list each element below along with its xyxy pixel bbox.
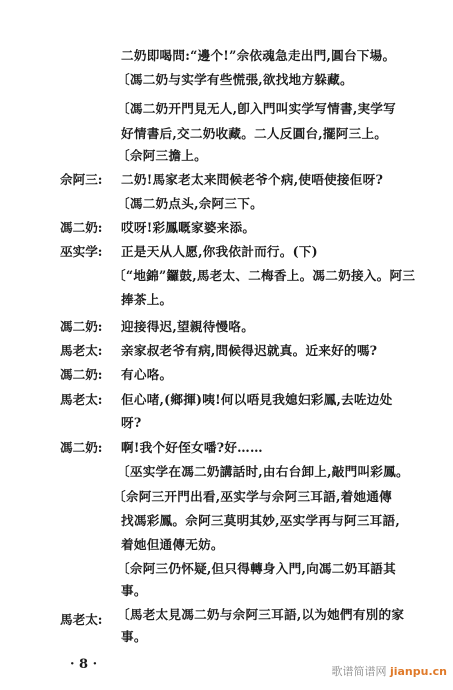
speaker-label: 巫实学: (60, 244, 103, 259)
stage-direction-line: 〔巫实学在馮二奶講話时,由右台卸上,敲門叫彩鳳。 (117, 464, 409, 479)
stage-direction-line: 〔佘阿三擔上。 (117, 148, 207, 163)
watermark-site: 歌谱简谱网 (331, 665, 387, 678)
speaker-label: 馬老太: (60, 392, 103, 407)
dialogue-line: 呀? (121, 415, 142, 430)
speaker-label: 馮二奶: (60, 220, 103, 235)
dialogue-line: 迎接得迟,望親待慢咯。 (121, 319, 255, 334)
dialogue-line: 有心咯。 (121, 367, 173, 382)
dialogue-line: 啊!我个好侄女噃?好…… (121, 440, 263, 455)
stage-direction-line: 〔“地錦”鑼鼓,馬老太、二梅香上。馮二奶接入。阿三 (113, 268, 416, 283)
stage-direction-line: 好情書后,交二奶收藏。二人反圓台,擺阿三上。 (121, 126, 388, 141)
dialogue-line: 亲家叔老爷有病,問候得迟就真。近来好的嗎? (121, 343, 378, 358)
speaker-label: 佘阿三: (60, 172, 103, 187)
stage-direction-line: 〔馮二奶点头,佘阿三下。 (117, 196, 263, 211)
dialogue-line: 佢心啫,(鄉揮)咦!何以唔見我媳妇彩鳳,去咗边处 (121, 392, 393, 407)
stage-direction-line: 〔佘阿三仍怀疑,但只得轉身入門,向馮二奶耳語其 (117, 561, 396, 576)
dialogue-line: 正是天从人愿,你我依計而行。(下) (121, 244, 318, 259)
dialogue-line: 二奶!馬家老太来問候老爷个病,使唔使接佢呀? (121, 172, 384, 187)
speaker-label: 馮二奶: (60, 319, 103, 334)
stage-direction-line: 〔馬老太見馮二奶与佘阿三耳語,以为她們有別的家 (117, 607, 405, 622)
stage-direction-line: 捧茶上。 (121, 292, 173, 307)
site-watermark (331, 663, 447, 679)
stage-direction-line: 〔佘阿三开門出看,巫实学与佘阿三耳語,着她通傳 (113, 489, 392, 504)
stage-direction-line: 二奶即喝問:“邊个!”佘依魂急走出門,圓台下場。 (121, 48, 396, 63)
speaker-label: 馮二奶: (60, 367, 103, 382)
speaker-label: 馬老太: (60, 343, 103, 358)
stage-direction-line: 事。 (121, 629, 147, 644)
stage-direction-line: 着她但通傳无妨。 (121, 537, 224, 552)
stage-direction-line: 〔馮二奶开門見无人,卽入門叫实学写情書,実学写 (117, 101, 396, 116)
stage-direction-line: 找馮彩鳳。佘阿三莫明其妙,巫实学再与阿三耳語, (121, 513, 400, 528)
watermark-url: jianpu.cn (389, 665, 447, 678)
page-number: · 8 · (70, 657, 98, 672)
stage-direction-line: 事。 (121, 583, 147, 598)
stage-direction-line: 〔馮二奶与实学有些慌張,欲找地方躲藏。 (117, 72, 353, 87)
speaker-label: 馬老太: (60, 612, 103, 627)
dialogue-line: 哎呀!彩鳳嘅家婆来添。 (121, 220, 256, 235)
speaker-label: 馮二奶: (60, 440, 103, 455)
